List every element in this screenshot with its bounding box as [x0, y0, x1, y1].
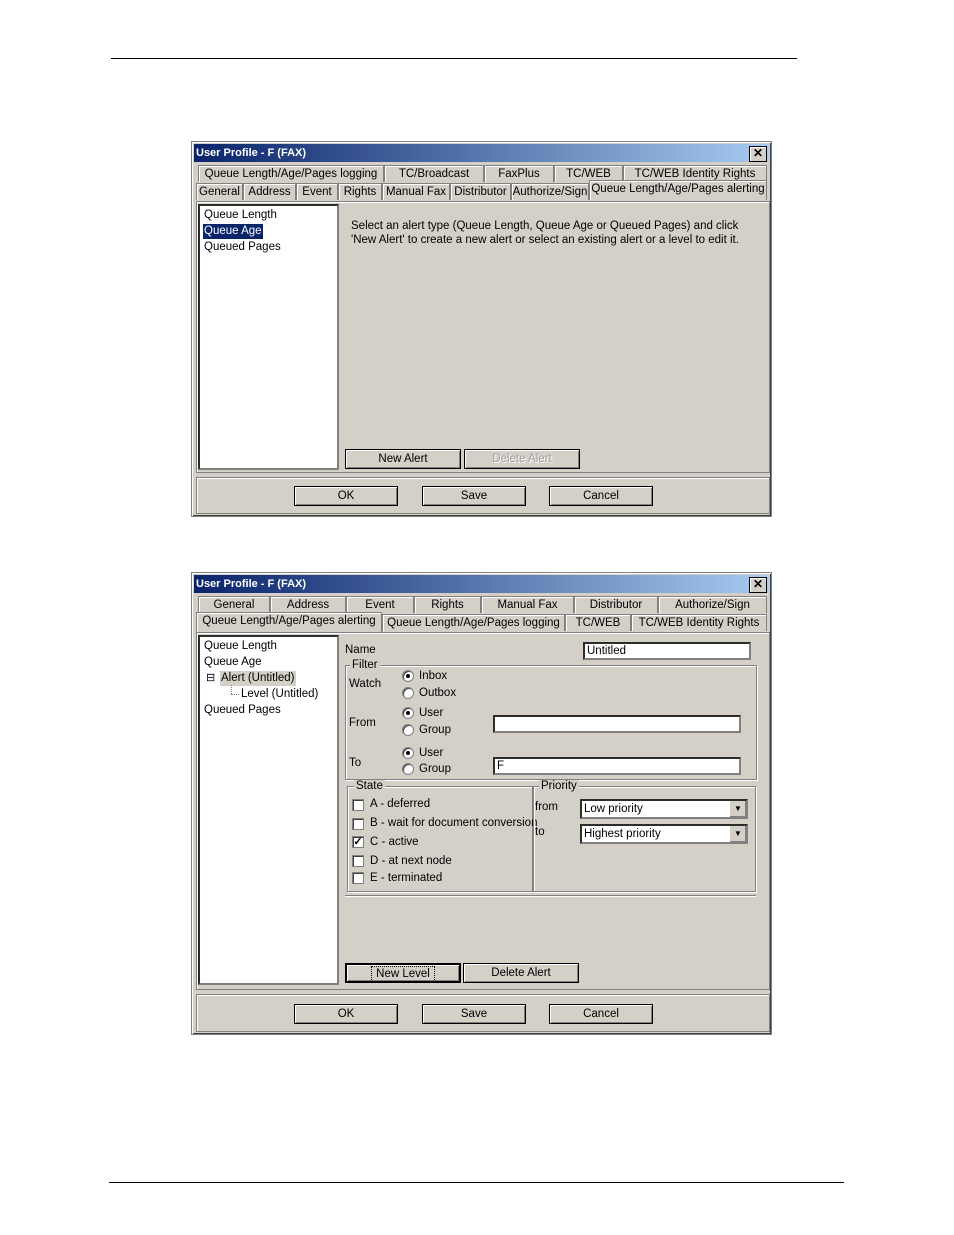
- ok-button[interactable]: OK: [294, 1004, 398, 1024]
- watch-inbox-radio[interactable]: [402, 670, 414, 682]
- new-alert-button[interactable]: [345, 449, 461, 469]
- filter-label: Filter: [352, 659, 378, 671]
- tree-connector-line: [231, 685, 233, 694]
- tab-queue-logging[interactable]: Queue Length/Age/Pages logging: [198, 165, 384, 182]
- tree-collapse-icon[interactable]: ⊟: [206, 672, 216, 684]
- delete-alert-label: Delete Alert: [491, 967, 551, 979]
- chevron-down-icon[interactable]: ▼: [729, 801, 746, 817]
- user-profile-dialog-1: [191, 141, 772, 517]
- tree-item-level[interactable]: Level (Untitled): [241, 688, 319, 700]
- list-item-queue-length[interactable]: Queue Length: [204, 209, 277, 221]
- tree-item-queue-age[interactable]: Queue Age: [204, 656, 262, 668]
- cancel-button[interactable]: Cancel: [549, 486, 653, 506]
- tab-rights[interactable]: Rights: [414, 596, 481, 613]
- tab-authorize-sign[interactable]: Authorize/Sign: [511, 183, 589, 200]
- new-alert-label: New Alert: [378, 453, 428, 465]
- tab-address[interactable]: Address: [270, 596, 346, 613]
- to-user-label: User: [419, 747, 444, 759]
- to-group-label: Group: [419, 763, 451, 775]
- from-user-label: User: [419, 707, 444, 719]
- title-bar: [194, 575, 769, 593]
- from-priority-select[interactable]: [580, 799, 748, 819]
- from-field[interactable]: [493, 715, 741, 733]
- tree-item-queued-pages[interactable]: Queued Pages: [204, 704, 281, 716]
- from-user-radio[interactable]: [402, 707, 414, 719]
- state-a-checkbox[interactable]: [352, 799, 364, 811]
- from-group-radio[interactable]: [402, 724, 414, 736]
- alert-type-list[interactable]: [198, 204, 339, 470]
- tab-distributor[interactable]: Distributor: [574, 596, 658, 613]
- tab-tc-web[interactable]: TC/WEB: [565, 614, 631, 631]
- from-priority-label: from: [535, 801, 558, 813]
- tab-tc-web[interactable]: TC/WEB: [554, 165, 623, 182]
- tab-tc-web-identity-rights[interactable]: TC/WEB Identity Rights: [631, 614, 767, 631]
- save-button[interactable]: Save: [422, 1004, 526, 1024]
- new-level-label: New Level: [373, 968, 433, 980]
- delete-alert-label: Delete Alert: [492, 453, 552, 465]
- state-d-label: D - at next node: [370, 855, 452, 867]
- delete-alert-button[interactable]: [464, 449, 580, 469]
- state-c-label: C - active: [370, 836, 419, 848]
- tree-item-alert[interactable]: Alert (Untitled): [221, 672, 295, 684]
- name-label: Name: [345, 644, 376, 656]
- state-a-label: A - deferred: [370, 798, 431, 810]
- to-priority-value: Highest priority: [584, 828, 661, 840]
- close-icon[interactable]: ✕: [749, 577, 767, 593]
- to-field[interactable]: F: [493, 757, 741, 775]
- tab-faxplus[interactable]: FaxPlus: [484, 165, 554, 182]
- from-label: From: [349, 717, 376, 729]
- to-group-radio[interactable]: [402, 763, 414, 775]
- tab-general[interactable]: General: [196, 183, 243, 200]
- window-title: User Profile - F (FAX): [196, 147, 307, 159]
- tab-event[interactable]: Event: [296, 183, 338, 200]
- ok-button[interactable]: OK: [294, 486, 398, 506]
- to-priority-label: to: [535, 826, 545, 838]
- close-icon[interactable]: ✕: [749, 146, 767, 162]
- tab-tc-broadcast[interactable]: TC/Broadcast: [384, 165, 484, 182]
- list-item-queue-age[interactable]: Queue Age: [204, 225, 262, 237]
- to-label: To: [349, 757, 362, 769]
- watch-outbox-label: Outbox: [419, 687, 457, 699]
- tree-connector-line: [231, 694, 239, 696]
- tab-authorize-sign[interactable]: Authorize/Sign: [658, 596, 767, 613]
- to-priority-select[interactable]: [580, 824, 748, 844]
- tab-tc-web-identity-rights[interactable]: TC/WEB Identity Rights: [623, 165, 767, 182]
- bottom-rule: [109, 1182, 844, 1183]
- alert-tree[interactable]: [198, 635, 339, 985]
- state-d-checkbox[interactable]: [352, 855, 364, 867]
- state-b-checkbox[interactable]: [352, 818, 364, 830]
- tree-item-queue-length[interactable]: Queue Length: [204, 640, 277, 652]
- state-e-label: E - terminated: [370, 872, 443, 884]
- title-bar: [194, 144, 769, 162]
- state-b-label: B - wait for document conversion: [370, 817, 538, 829]
- tab-rights[interactable]: Rights: [338, 183, 382, 200]
- chevron-down-icon[interactable]: ▼: [729, 826, 746, 842]
- list-item-queued-pages[interactable]: Queued Pages: [204, 241, 281, 253]
- new-level-button[interactable]: [345, 963, 461, 983]
- top-rule: [111, 58, 797, 59]
- info-text: Select an alert type (Queue Length, Queue Age or Queued Pages) and click 'New Alert' to create a new alert or select an existing alert or a level to edit it.: [351, 220, 739, 246]
- user-profile-dialog-2: [191, 572, 772, 1035]
- state-label: State: [356, 780, 383, 792]
- tab-queue-alerting[interactable]: Queue Length/Age/Pages alerting: [589, 180, 767, 200]
- filter-divider: [345, 895, 756, 896]
- tab-queue-logging[interactable]: Queue Length/Age/Pages logging: [382, 614, 565, 631]
- save-button[interactable]: Save: [422, 486, 526, 506]
- tab-queue-alerting[interactable]: Queue Length/Age/Pages alerting: [196, 612, 382, 632]
- from-group-label: Group: [419, 724, 451, 736]
- name-field[interactable]: Untitled: [583, 642, 751, 660]
- from-priority-value: Low priority: [584, 803, 643, 815]
- delete-alert-button[interactable]: [463, 963, 579, 983]
- tab-address[interactable]: Address: [243, 183, 296, 200]
- watch-outbox-radio[interactable]: [402, 687, 414, 699]
- watch-inbox-label: Inbox: [419, 670, 448, 682]
- tab-manual-fax[interactable]: Manual Fax: [382, 183, 450, 200]
- state-c-checkbox[interactable]: ✓: [353, 836, 363, 848]
- tab-general[interactable]: General: [198, 596, 270, 613]
- window-title: User Profile - F (FAX): [196, 578, 307, 590]
- to-user-radio[interactable]: [402, 747, 414, 759]
- priority-label: Priority: [541, 780, 577, 792]
- tab-manual-fax[interactable]: Manual Fax: [481, 596, 574, 613]
- tab-event[interactable]: Event: [346, 596, 414, 613]
- cancel-button[interactable]: Cancel: [549, 1004, 653, 1024]
- state-e-checkbox[interactable]: [352, 872, 364, 884]
- watch-label: Watch: [349, 678, 382, 690]
- tab-distributor[interactable]: Distributor: [450, 183, 511, 200]
